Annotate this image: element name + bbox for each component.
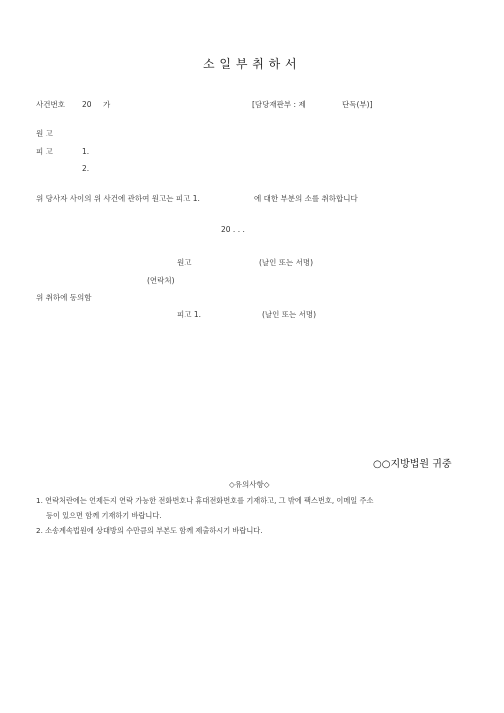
defendant-label: 피 고	[36, 147, 53, 156]
note-1-line-1: 1. 연락처란에는 언제든지 연락 가능한 전화번호나 휴대전화번호를 기재하고, 그 밖에 팩스번호, 이메일 주소	[36, 496, 374, 505]
note-2: 2. 소송계속법원에 상대방의 수만큼의 부본도 함께 제출하시기 바랍니다.	[36, 526, 263, 535]
case-year: 20	[82, 100, 92, 109]
defendant-item-2: 2.	[82, 164, 90, 173]
withdrawal-statement-part1: 위 당사자 사이의 위 사건에 관하여 원고는 피고 1.	[36, 194, 200, 203]
plaintiff-sign-label: 원고	[177, 258, 192, 267]
case-mark: 가	[103, 100, 111, 109]
plaintiff-seal-note: (날인 또는 서명)	[259, 258, 314, 267]
withdrawal-statement-part2: 에 대한 부분의 소를 취하합니다	[254, 194, 358, 203]
note-1-line-2: 등이 있으면 함께 기재하기 바랍니다.	[46, 511, 162, 520]
plaintiff-label: 원 고	[36, 129, 53, 138]
notes-heading: ◇유의사항◇	[229, 480, 270, 489]
defendant-item-1: 1.	[82, 147, 90, 156]
document-title: 소 일 부 취 하 서	[203, 57, 298, 71]
consent-statement: 위 취하에 동의함	[36, 293, 92, 302]
court-addressee: ○○지방법원 귀중	[373, 459, 452, 470]
document-date: 20 . . .	[221, 225, 245, 234]
case-number-label: 사건번호	[36, 100, 65, 109]
division-suffix: 단독(부)]	[342, 100, 373, 109]
defendant-sign-label: 피고 1.	[177, 310, 202, 319]
defendant-seal-note: (날인 또는 서명)	[262, 310, 317, 319]
contact-label: (연락처)	[147, 276, 175, 285]
assigned-division-label: [담당재판부 : 제	[252, 100, 306, 109]
